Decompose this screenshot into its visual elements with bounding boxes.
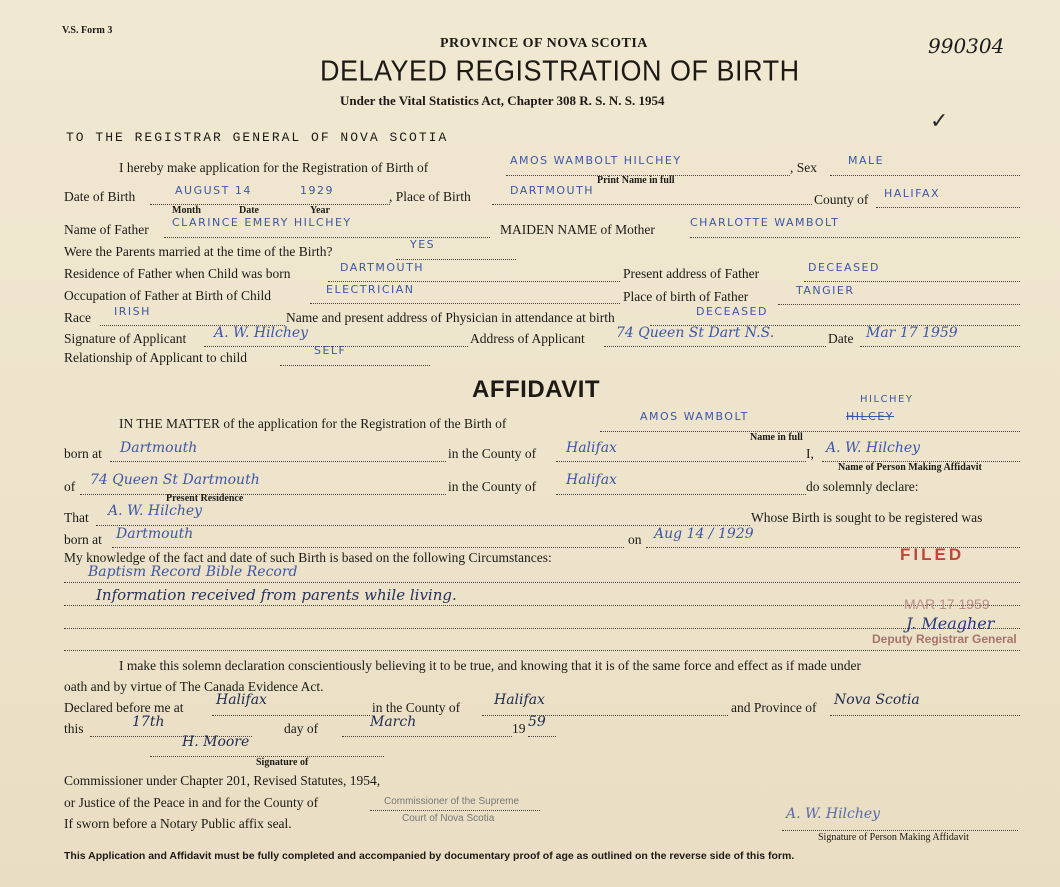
form-title: DELAYED REGISTRATION OF BIRTH — [320, 55, 800, 87]
file-number: 990304 — [928, 34, 1005, 58]
county-label-2: in the County of — [448, 479, 537, 494]
addressee: TO THE REGISTRAR GENERAL OF NOVA SCOTIA — [66, 130, 449, 145]
born-at-value: Dartmouth — [120, 440, 198, 456]
circumstance-line-1: Baptism Record Bible Record — [88, 564, 298, 580]
knowledge-label: My knowledge of the fact and date of such Birth is based on the following Circumstances: — [64, 550, 552, 565]
sex-label: , Sex — [790, 160, 817, 175]
name-full-caption: Name in full — [750, 432, 803, 443]
struck-surname: HILCEY — [846, 410, 894, 423]
filed-stamp: FILED — [900, 545, 965, 564]
commissioner-label: Commissioner under Chapter 201, Revised Statutes, 1954, — [64, 773, 381, 788]
deputy-registrar-stamp: Deputy Registrar General — [872, 632, 1017, 646]
born-at-label: born at — [64, 446, 102, 461]
declared-at-value: Halifax — [216, 692, 267, 708]
year-prefix: 19 — [512, 721, 526, 736]
justice-stamp: Commissioner of the Supreme — [384, 796, 520, 807]
solemn-declaration-1: I make this solemn declaration conscientiously believing it to be true, and knowing that it is of the same force and effect as if made under — [119, 658, 862, 673]
affiant-name-value: A. W. Hilchey — [826, 440, 921, 456]
application-date-label: Date — [828, 331, 854, 346]
province-value: Nova Scotia — [834, 692, 920, 708]
sex-value: MALE — [848, 154, 885, 167]
father-label: Name of Father — [64, 222, 149, 237]
child-name-value: AMOS WAMBOLT HILCHEY — [510, 154, 682, 167]
born-at-label-2: born at — [64, 532, 102, 547]
county-label: County of — [814, 192, 869, 207]
solemn-declaration-2: oath and by virtue of The Canada Evidence Act. — [64, 679, 324, 694]
dob-month-value: AUGUST 14 — [175, 184, 252, 197]
check-icon: ✓ — [930, 108, 949, 133]
day-value: 17th — [132, 714, 165, 730]
dob-label: Date of Birth — [64, 189, 136, 204]
that-person-value: A. W. Hilchey — [108, 503, 203, 519]
birth-date-value: Aug 14 / 1929 — [654, 526, 754, 542]
declare-label: do solemnly declare: — [806, 479, 919, 494]
born-at-value-2: Dartmouth — [116, 526, 194, 542]
affidavit-heading: AFFIDAVIT — [472, 376, 601, 403]
married-label: Were the Parents married at the time of the Birth? — [64, 244, 333, 259]
application-date-value: Mar 17 1959 — [866, 325, 958, 341]
county-value-1: Halifax — [566, 440, 617, 456]
father-value: CLARINCE EMERY HILCHEY — [172, 216, 352, 229]
residence-label: Residence of Father when Child was born — [64, 266, 291, 281]
father-birthplace-label: Place of birth of Father — [623, 289, 749, 304]
month-caption: Month — [172, 205, 201, 216]
occupation-value: ELECTRICIAN — [326, 283, 415, 296]
relationship-label: Relationship of Applicant to child — [64, 350, 247, 365]
present-address-value: DECEASED — [808, 261, 880, 274]
mother-label: MAIDEN NAME of Mother — [500, 222, 655, 237]
whose-birth-label: Whose Birth is sought to be registered was — [751, 510, 983, 525]
print-name-caption: Print Name in full — [597, 175, 675, 186]
form-subtitle: Under the Vital Statistics Act, Chapter 308 R. S. N. S. 1954 — [340, 93, 665, 108]
physician-value: DECEASED — [696, 305, 768, 318]
notary-label: If sworn before a Notary Public affix seal. — [64, 816, 292, 831]
registrar-signature: J. Meagher — [906, 614, 995, 633]
of-label: of — [64, 479, 76, 494]
declared-at-label: Declared before me at — [64, 700, 184, 715]
dob-year-value: 1929 — [300, 184, 334, 197]
race-value: IRISH — [114, 305, 151, 318]
court-stamp: Court of Nova Scotia — [402, 813, 495, 824]
commissioner-signature: H. Moore — [182, 734, 250, 750]
physician-label: Name and present address of Physician in attendance at birth — [286, 310, 615, 325]
present-residence-caption: Present Residence — [166, 493, 244, 504]
matter-label: IN THE MATTER of the application for the Registration of the Birth of — [119, 416, 507, 431]
province-heading: PROVINCE OF NOVA SCOTIA — [440, 36, 648, 51]
race-label: Race — [64, 310, 91, 325]
year-caption: Year — [310, 205, 330, 216]
date-caption: Date — [239, 205, 259, 216]
county-label-1: in the County of — [448, 446, 537, 461]
mother-value: CHARLOTTE WAMBOLT — [690, 216, 840, 229]
relationship-value: SELF — [314, 344, 347, 357]
justice-label: or Justice of the Peace in and for the County of — [64, 795, 319, 810]
applicant-signature-label: Signature of Applicant — [64, 331, 187, 346]
applicant-address-value: 74 Queen St Dart N.S. — [616, 325, 775, 341]
applicant-address-label: Address of Applicant — [470, 331, 585, 346]
footer-note: This Application and Affidavit must be fully completed and accompanied by documentary proof of age as outlined on the reverse side of this form. — [64, 850, 795, 862]
county-value-2: Halifax — [566, 472, 617, 488]
place-value: DARTMOUTH — [510, 184, 595, 197]
month-value: March — [370, 714, 417, 730]
application-intro: I hereby make application for the Registration of Birth of — [119, 160, 429, 175]
present-residence-value: 74 Queen St Dartmouth — [90, 472, 260, 488]
day-of-label: day of — [284, 721, 319, 736]
province-label: and Province of — [731, 700, 817, 715]
form-number: V.S. Form 3 — [62, 25, 113, 36]
occupation-label: Occupation of Father at Birth of Child — [64, 288, 271, 303]
residence-value: DARTMOUTH — [340, 261, 425, 274]
signature-of-caption: Signature of — [256, 757, 309, 768]
applicant-signature: A. W. Hilchey — [214, 325, 309, 341]
circumstance-line-2: Information received from parents while living. — [96, 586, 457, 604]
that-label: That — [64, 510, 89, 525]
year-suffix-value: 59 — [528, 714, 546, 730]
i-label: I, — [806, 446, 814, 461]
on-label: on — [628, 532, 642, 547]
declared-county-label: in the County of — [372, 700, 461, 715]
father-birthplace-value: TANGIER — [796, 284, 855, 297]
present-address-label: Present address of Father — [623, 266, 760, 281]
surname-correction: HILCHEY — [860, 394, 914, 405]
place-label: , Place of Birth — [389, 189, 471, 204]
affidavit-name-value: AMOS WAMBOLT — [640, 410, 749, 423]
affiant-signature-caption: Signature of Person Making Affidavit — [818, 832, 969, 843]
declared-county-value: Halifax — [494, 692, 545, 708]
this-label: this — [64, 721, 84, 736]
affiant-signature: A. W. Hilchey — [786, 806, 881, 822]
affiant-name-caption: Name of Person Making Affidavit — [838, 462, 982, 473]
county-value: HALIFAX — [884, 187, 941, 200]
filed-date-stamp: MAR 17 1959 — [904, 596, 990, 612]
married-value: YES — [410, 238, 436, 251]
